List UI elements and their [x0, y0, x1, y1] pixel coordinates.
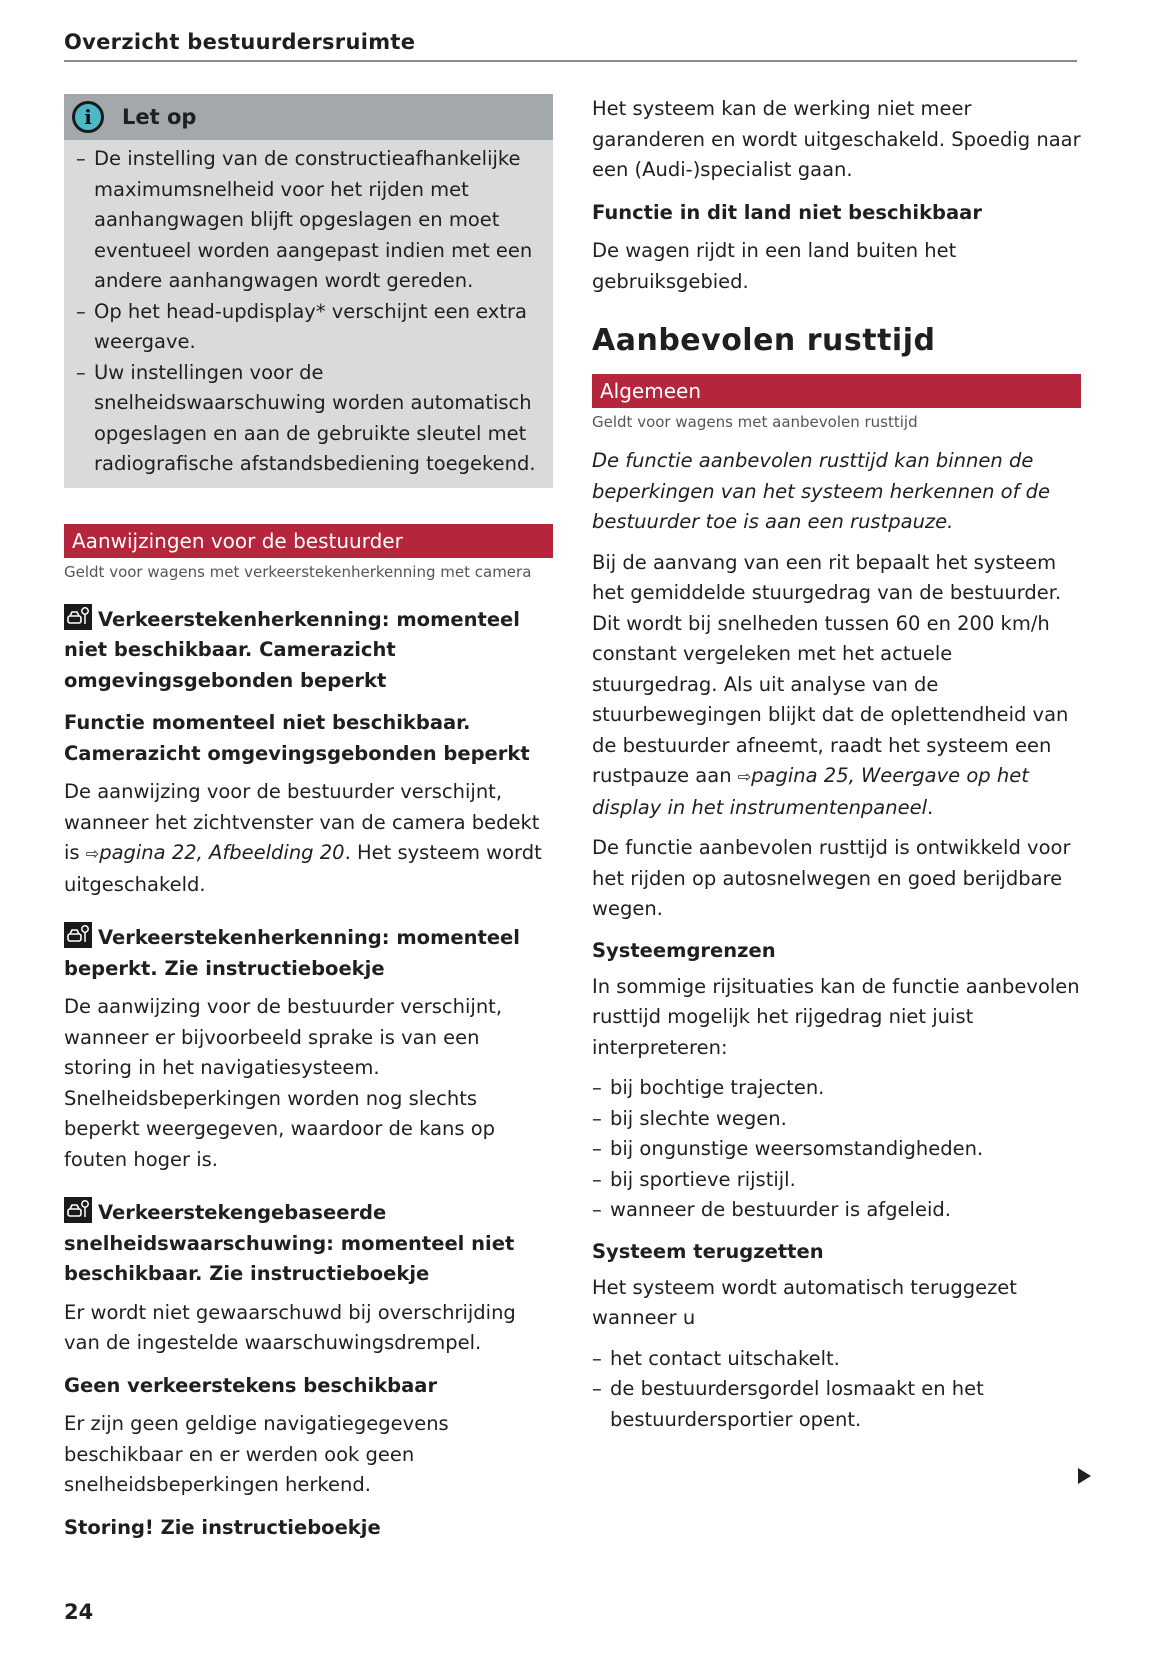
italic-intro: De functie aanbevolen rusttijd kan binnen de beperkingen van het systeem herkennen of de bestuurder toe is aan een rustpauze. [592, 449, 1051, 533]
subheading-system-limits: Systeemgrenzen [592, 938, 776, 962]
message-heading [64, 1197, 553, 1290]
message-heading: Storing! Zie instructieboekje [64, 1515, 381, 1539]
left-column [64, 94, 553, 1551]
paragraph: In sommige rijsituaties kan de functie aanbevolen rusttijd mogelijk het rijgedrag niet juist interpreteren: [592, 974, 1080, 1059]
paragraph-text: . Het systeem wordt uitgeschakeld. [64, 841, 542, 896]
note-box [64, 94, 553, 488]
paragraph: De wagen rijdt in een land buiten het gebruiksgebied. [592, 239, 957, 293]
subheading-system-reset: Systeem terugzetten [592, 1239, 824, 1263]
note-item: – Op het head-updisplay* verschijnt een extra weergave. [76, 297, 541, 358]
page-reference-link[interactable]: pagina 22, Afbeelding 20 [99, 841, 345, 864]
paragraph [64, 777, 553, 900]
list-item: – bij ongunstige weersomstandigheden. [592, 1134, 1081, 1165]
reference-arrow-icon: ⇨ [85, 844, 100, 863]
page-number: 24 [64, 1600, 94, 1624]
limits-list [592, 1073, 1081, 1226]
paragraph-text: De aanwijzing voor de bestuurder verschijnt, wanneer het zichtvenster van de camera bedekt is [64, 780, 540, 864]
message-heading [64, 604, 553, 697]
traffic-sign-recognition-icon [64, 922, 92, 948]
list-item: – wanneer de bestuurder is afgeleid. [592, 1195, 1081, 1226]
paragraph [592, 548, 1081, 824]
message-heading [64, 922, 553, 984]
paragraph-text: Bij de aanvang van een rit bepaalt het systeem het gemiddelde stuurgedrag van de bestuurder. Dit wordt bij snelheden tussen 60 en 200 km/h constant vergeleken met het actuele stuurgedrag. Als uit analyse van de stuurbewegingen blijkt dat de oplettendheid van de bestuurder afneemt, raadt het systeem een rustpauze aan [592, 550, 1069, 787]
list-item: – het contact uitschakelt. [592, 1344, 1081, 1375]
note-body [64, 140, 553, 488]
paragraph-text: . [927, 795, 934, 819]
list-item: – bij sportieve rijstijl. [592, 1165, 1081, 1196]
paragraph: De functie aanbevolen rusttijd is ontwikkeld voor het rijden op autosnelwegen en goed berijdbare wegen. [592, 836, 1071, 920]
list-item: – bij bochtige trajecten. [592, 1073, 1081, 1104]
message-heading: Geen verkeerstekens beschikbaar [64, 1373, 438, 1397]
message-heading: Functie in dit land niet beschikbaar [592, 200, 982, 224]
list-item: – de bestuurdersgordel losmaakt en het bestuurdersportier opent. [592, 1374, 1081, 1435]
page-reference-link[interactable]: pagina 25, Weergave op het display in het instrumentenpaneel [592, 764, 1029, 819]
paragraph: Het systeem wordt automatisch teruggezet wanneer u [592, 1275, 1017, 1329]
note-header [64, 94, 553, 140]
paragraph: Er zijn geen geldige navigatiegegevens beschikbaar en er werden ook geen snelheidsbeperkingen herkend. [64, 1412, 449, 1496]
message-heading-text: Verkeerstekenherkenning: momenteel niet beschikbaar. Camerazicht omgevingsgebonden beperkt [64, 607, 520, 692]
note-item: – De instelling van de constructieafhankelijke maximumsnelheid voor het rijden met aanhangwagen blijft opgeslagen en moet eventueel worden aangepast indien met een andere aanhangwagen wordt gereden. [76, 144, 541, 297]
message-heading: Functie momenteel niet beschikbaar. Camerazicht omgevingsgebonden beperkt [64, 711, 530, 765]
applies-to-note: Geldt voor wagens met verkeerstekenherkenning met camera [64, 562, 532, 581]
list-item: – bij slechte wegen. [592, 1104, 1081, 1135]
running-head: Overzicht bestuurdersruimte [64, 30, 1077, 62]
paragraph: De aanwijzing voor de bestuurder verschijnt, wanneer er bijvoorbeeld sprake is van een storing in het navigatiesysteem. Snelheidsbeperkingen worden nog slechts beperkt weergegeven, waardoor de kans op fouten hoger is. [64, 995, 503, 1171]
note-list [76, 144, 541, 480]
section-title-bar: Algemeen [592, 374, 1081, 408]
message-heading-text: Verkeerstekengebaseerde snelheidswaarschuwing: momenteel niet beschikbaar. Zie instructieboekje [64, 1201, 515, 1285]
note-title: Let op [122, 105, 197, 129]
info-icon: i [72, 101, 104, 133]
paragraph: Er wordt niet gewaarschuwd bij overschrijding van de ingestelde waarschuwingsdrempel. [64, 1300, 516, 1354]
section-title-bar: Aanwijzingen voor de bestuurder [64, 524, 553, 558]
traffic-sign-recognition-icon [64, 604, 92, 630]
right-column [592, 94, 1081, 1435]
traffic-sign-recognition-icon [64, 1197, 92, 1223]
reset-list [592, 1344, 1081, 1436]
reference-arrow-icon: ⇨ [737, 767, 752, 786]
paragraph: Het systeem kan de werking niet meer garanderen en wordt uitgeschakeld. Spoedig naar een (Audi-)specialist gaan. [592, 97, 1081, 181]
applies-to-note: Geldt voor wagens met aanbevolen rusttijd [592, 413, 918, 431]
chapter-title: Aanbevolen rusttijd [592, 323, 936, 358]
continue-arrow-icon [1078, 1468, 1091, 1484]
message-heading-text: Verkeerstekenherkenning: momenteel beperkt. Zie instructieboekje [64, 926, 520, 980]
note-item: – Uw instellingen voor de snelheidswaarschuwing worden automatisch opgeslagen en aan de gebruikte sleutel met radiografische afstandsbediening toegekend. [76, 358, 541, 480]
